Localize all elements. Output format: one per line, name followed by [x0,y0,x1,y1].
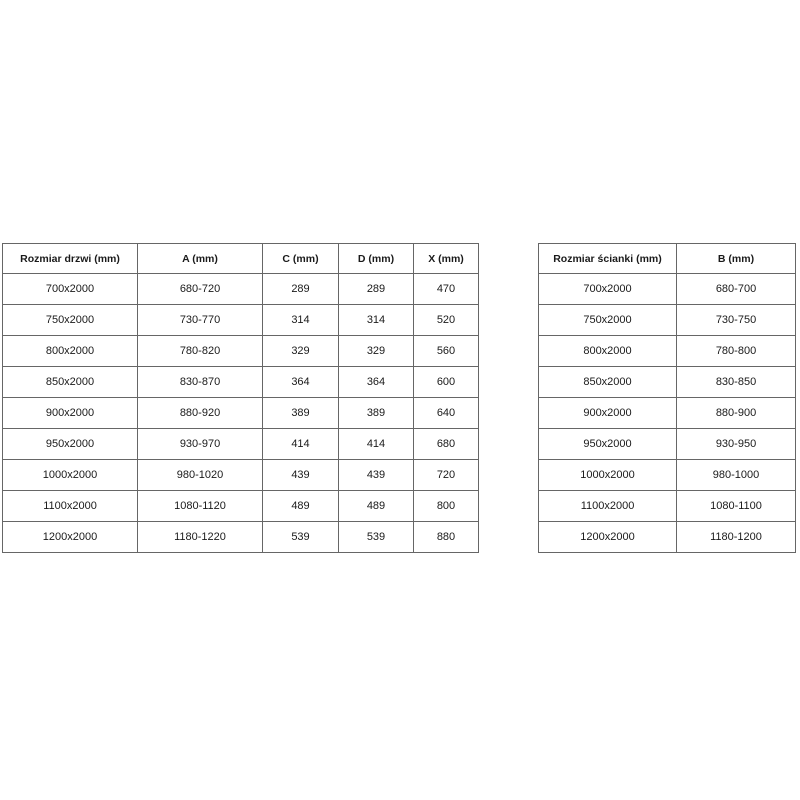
table-cell: 389 [339,398,414,429]
header-row [3,244,479,274]
wall-table-body [539,274,796,553]
table-row [539,336,796,367]
table-cell: 730-750 [677,305,796,336]
table-cell: 720 [414,460,479,491]
table-row [3,336,479,367]
table-cell: 439 [263,460,339,491]
table-cell: 414 [339,429,414,460]
table-cell: 1200x2000 [3,522,138,553]
table-row [539,305,796,336]
table-cell: 680-720 [138,274,263,305]
header-cell-rozmiar-drzwi: Rozmiar drzwi (mm) [3,244,138,274]
table-row [539,274,796,305]
table-row [539,429,796,460]
table-cell: 1080-1100 [677,491,796,522]
table-cell: 289 [339,274,414,305]
table-cell: 900x2000 [3,398,138,429]
header-cell-x: X (mm) [414,244,479,274]
table-row [3,460,479,491]
table-row [539,491,796,522]
table-row [539,367,796,398]
wall-table-header [539,244,796,274]
table-cell: 830-870 [138,367,263,398]
header-row [539,244,796,274]
table-row [539,398,796,429]
table-cell: 439 [339,460,414,491]
table-cell: 880-920 [138,398,263,429]
table-cell: 980-1000 [677,460,796,491]
table-cell: 700x2000 [539,274,677,305]
table-cell: 680 [414,429,479,460]
table-cell: 1180-1220 [138,522,263,553]
header-cell-a: A (mm) [138,244,263,274]
table-row [3,398,479,429]
table-row [3,274,479,305]
table-cell: 750x2000 [3,305,138,336]
table-cell: 1100x2000 [3,491,138,522]
table-cell: 314 [339,305,414,336]
table-row [539,522,796,553]
table-cell: 880-900 [677,398,796,429]
table-cell: 600 [414,367,479,398]
table-cell: 780-820 [138,336,263,367]
table-row [539,460,796,491]
table-cell: 489 [263,491,339,522]
table-cell: 750x2000 [539,305,677,336]
table-cell: 640 [414,398,479,429]
table-cell: 1100x2000 [539,491,677,522]
table-cell: 930-970 [138,429,263,460]
table-cell: 980-1020 [138,460,263,491]
table-cell: 730-770 [138,305,263,336]
table-cell: 539 [263,522,339,553]
header-cell-d: D (mm) [339,244,414,274]
table-cell: 314 [263,305,339,336]
door-table-header [3,244,479,274]
table-row [3,429,479,460]
table-cell: 329 [263,336,339,367]
table-cell: 800 [414,491,479,522]
table-cell: 364 [263,367,339,398]
header-cell-b: B (mm) [677,244,796,274]
table-cell: 1080-1120 [138,491,263,522]
table-cell: 950x2000 [3,429,138,460]
table-cell: 930-950 [677,429,796,460]
table-cell: 900x2000 [539,398,677,429]
table-row [3,491,479,522]
table-cell: 539 [339,522,414,553]
table-cell: 489 [339,491,414,522]
table-cell: 520 [414,305,479,336]
table-cell: 289 [263,274,339,305]
header-cell-rozmiar-scianki: Rozmiar ścianki (mm) [539,244,677,274]
table-cell: 470 [414,274,479,305]
table-cell: 800x2000 [3,336,138,367]
table-cell: 1180-1200 [677,522,796,553]
table-cell: 950x2000 [539,429,677,460]
table-cell: 389 [263,398,339,429]
table-cell: 1200x2000 [539,522,677,553]
table-row [3,522,479,553]
door-size-table [2,243,479,553]
table-cell: 364 [339,367,414,398]
table-cell: 800x2000 [539,336,677,367]
table-cell: 1000x2000 [539,460,677,491]
table-cell: 1000x2000 [3,460,138,491]
table-row [3,305,479,336]
table-cell: 780-800 [677,336,796,367]
table-cell: 830-850 [677,367,796,398]
table-cell: 880 [414,522,479,553]
header-cell-c: C (mm) [263,244,339,274]
table-cell: 560 [414,336,479,367]
table-cell: 850x2000 [3,367,138,398]
table-cell: 700x2000 [3,274,138,305]
table-cell: 680-700 [677,274,796,305]
table-row [3,367,479,398]
table-cell: 329 [339,336,414,367]
table-cell: 850x2000 [539,367,677,398]
door-table-body [3,274,479,553]
table-cell: 414 [263,429,339,460]
wall-size-table [538,243,796,553]
